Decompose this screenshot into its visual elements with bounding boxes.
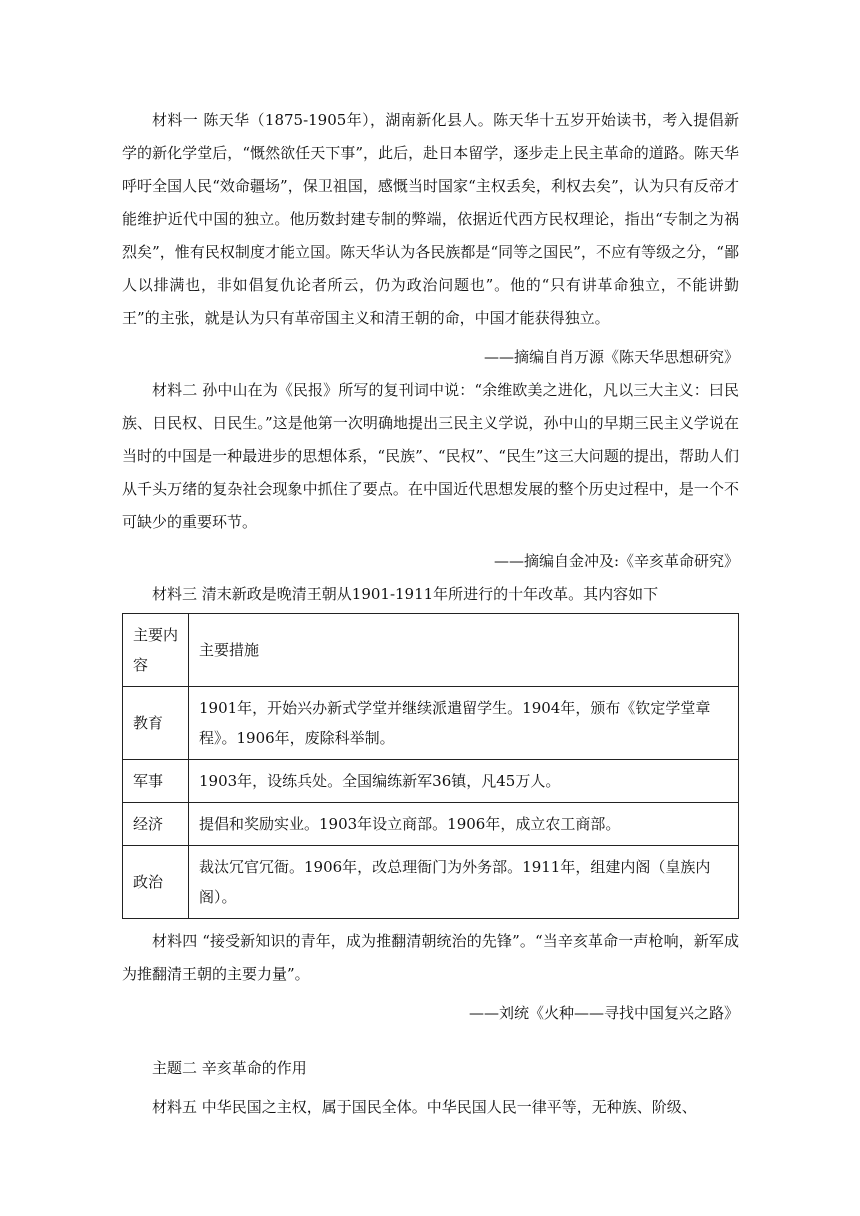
reform-table xyxy=(122,613,739,919)
table-header-cell: 主要措施 xyxy=(189,614,739,687)
table-cell-measures: 1901年，开始兴办新式学堂并继续派遣留学生。1904年，颁布《钦定学堂章程》。1906年，废除科举制。 xyxy=(189,687,739,760)
material-1-source: ——摘编自肖万源《陈天华思想研究》 xyxy=(483,348,739,366)
table-cell-category: 经济 xyxy=(123,803,189,846)
material-2-text: 材料二 孙中山在为《民报》所写的复刊词中说：“余维欧美之进化，凡以三大主义：曰民族、日民权、日民生。”这是他第一次明确地提出三民主义学说，孙中山的早期三民主义学说在当时的中国是一种最进步的思想体系，“民族”、“民权”、“民生”这三大问题的提出，帮助人们从千头万绪的复杂社会现象中抓住了要点。在中国近代思想发展的整个历史过程中，是一个不可缺少的重要环节。 xyxy=(122,381,739,531)
table-row xyxy=(123,760,739,803)
document-body xyxy=(122,104,739,1124)
material-2-source: ——摘编自金冲及:《辛亥革命研究》 xyxy=(493,552,739,570)
table-cell-category: 教育 xyxy=(123,687,189,760)
table-cell-measures: 1903年，设练兵处。全国编练新军36镇，凡45万人。 xyxy=(189,760,739,803)
material-3-intro: 材料三 清末新政是晚清王朝从1901-1911年所进行的十年改革。其内容如下 xyxy=(152,585,659,603)
table-header-row xyxy=(123,614,739,687)
table-cell-measures: 提倡和奖励实业。1903年设立商部。1906年，成立农工商部。 xyxy=(189,803,739,846)
table-cell-category: 政治 xyxy=(123,846,189,919)
theme-2-heading: 主题二 辛亥革命的作用 xyxy=(152,1059,307,1077)
table-cell-category: 军事 xyxy=(123,760,189,803)
material-5-text: 材料五 中华民国之主权，属于国民全体。中华民国人民一律平等，无种族、阶级、 xyxy=(152,1098,697,1116)
material-4-text: 材料四 “接受新知识的青年，成为推翻清朝统治的先锋”。“当辛亥革命一声枪响，新军成为推翻清王朝的主要力量”。 xyxy=(122,932,739,983)
table-cell-measures: 裁汰冗官冗衙。1906年，改总理衙门为外务部。1911年，组建内阁（皇族内阁）。 xyxy=(189,846,739,919)
material-1-text: 材料一 陈天华（1875-1905年），湖南新化县人。陈天华十五岁开始读书，考入提倡新学的新化学堂后，“慨然欲任天下事”，此后，赴日本留学，逐步走上民主革命的道路。陈天华呼吁全国人民“效命疆场”，保卫祖国，感慨当时国家“主权丢矣，利权去矣”，认为只有反帝才能维护近代中国的独立。他历数封建专制的弊端，依据近代西方民权理论，指出“专制之为祸烈矣”，惟有民权制度才能立国。陈天华认为各民族都是“同等之国民”，不应有等级之分，“鄙人以排满也，非如倡复仇论者所云，仍为政治问题也”。他的“只有讲革命独立，不能讲勤王”的主张，就是认为只有革帝国主义和清王朝的命，中国才能获得独立。 xyxy=(122,111,739,327)
table-row xyxy=(123,687,739,760)
material-4-source: ——刘统《火种——寻找中国复兴之路》 xyxy=(468,1004,739,1022)
table-row xyxy=(123,846,739,919)
table-header-cell: 主要内容 xyxy=(123,614,189,687)
table-row xyxy=(123,803,739,846)
